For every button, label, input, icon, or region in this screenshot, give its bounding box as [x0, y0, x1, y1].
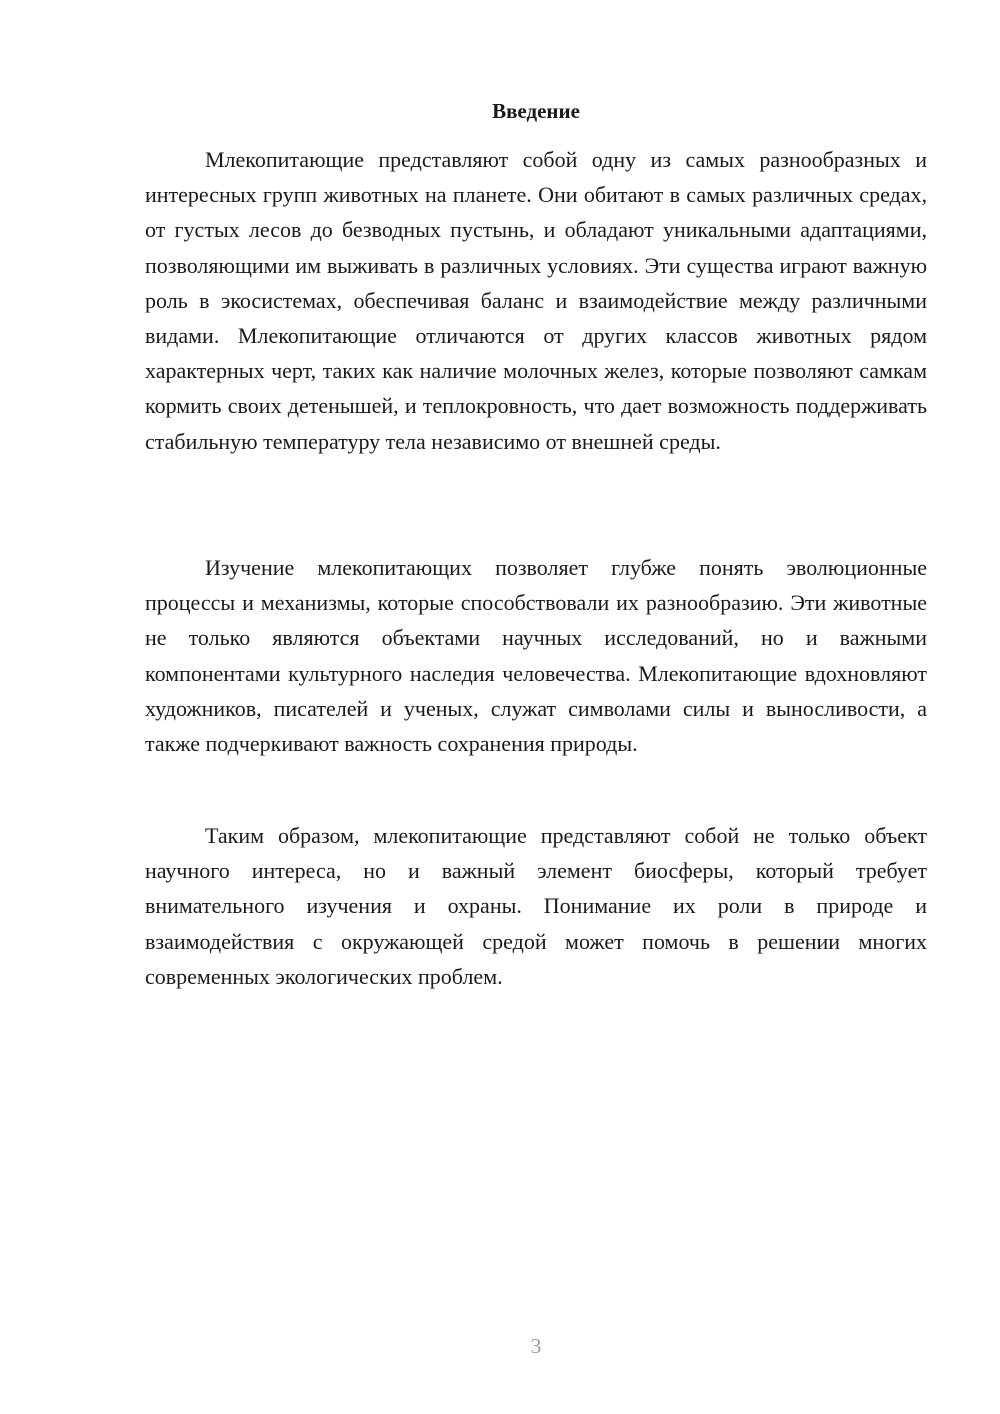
paragraph-3: Таким образом, млекопитающие представляют собой не только объект научного интереса, но и важный элемент биосферы, который требует внимательного изучения и охраны. Понимание их роли в природе и взаимодействия с окружающей средой может помочь в решении многих современных экологических проблем.: [145, 823, 927, 989]
paragraph-1: Млекопитающие представляют собой одну из самых разнообразных и интересных групп животных на планете. Они обитают в самых различных средах, от густых лесов до безводных пустынь, и обладают уникальными адаптациями, позволяющими им выживать в различных условиях. Эти существа играют важную роль в экосистемах, обеспечивая баланс и взаимодействие между различными видами. Млекопитающие отличаются от других классов животных рядом характерных черт, таких как наличие молочных желез, которые позволяют самкам кормить своих детенышей, и теплокровность, что дает возможность поддерживать стабильную температуру тела независимо от внешней среды.: [145, 147, 927, 454]
section-heading: Введение: [492, 99, 580, 123]
page-number: 3: [530, 1334, 542, 1358]
paragraph-2: Изучение млекопитающих позволяет глубже понять эволюционные процессы и механизмы, которые способствовали их разнообразию. Эти животные не только являются объектами научных исследований, но и важными компонентами культурного наследия человечества. Млекопитающие вдохновляют художников, писателей и ученых, служат символами силы и выносливости, а также подчеркивают важность сохранения природы.: [145, 555, 927, 757]
